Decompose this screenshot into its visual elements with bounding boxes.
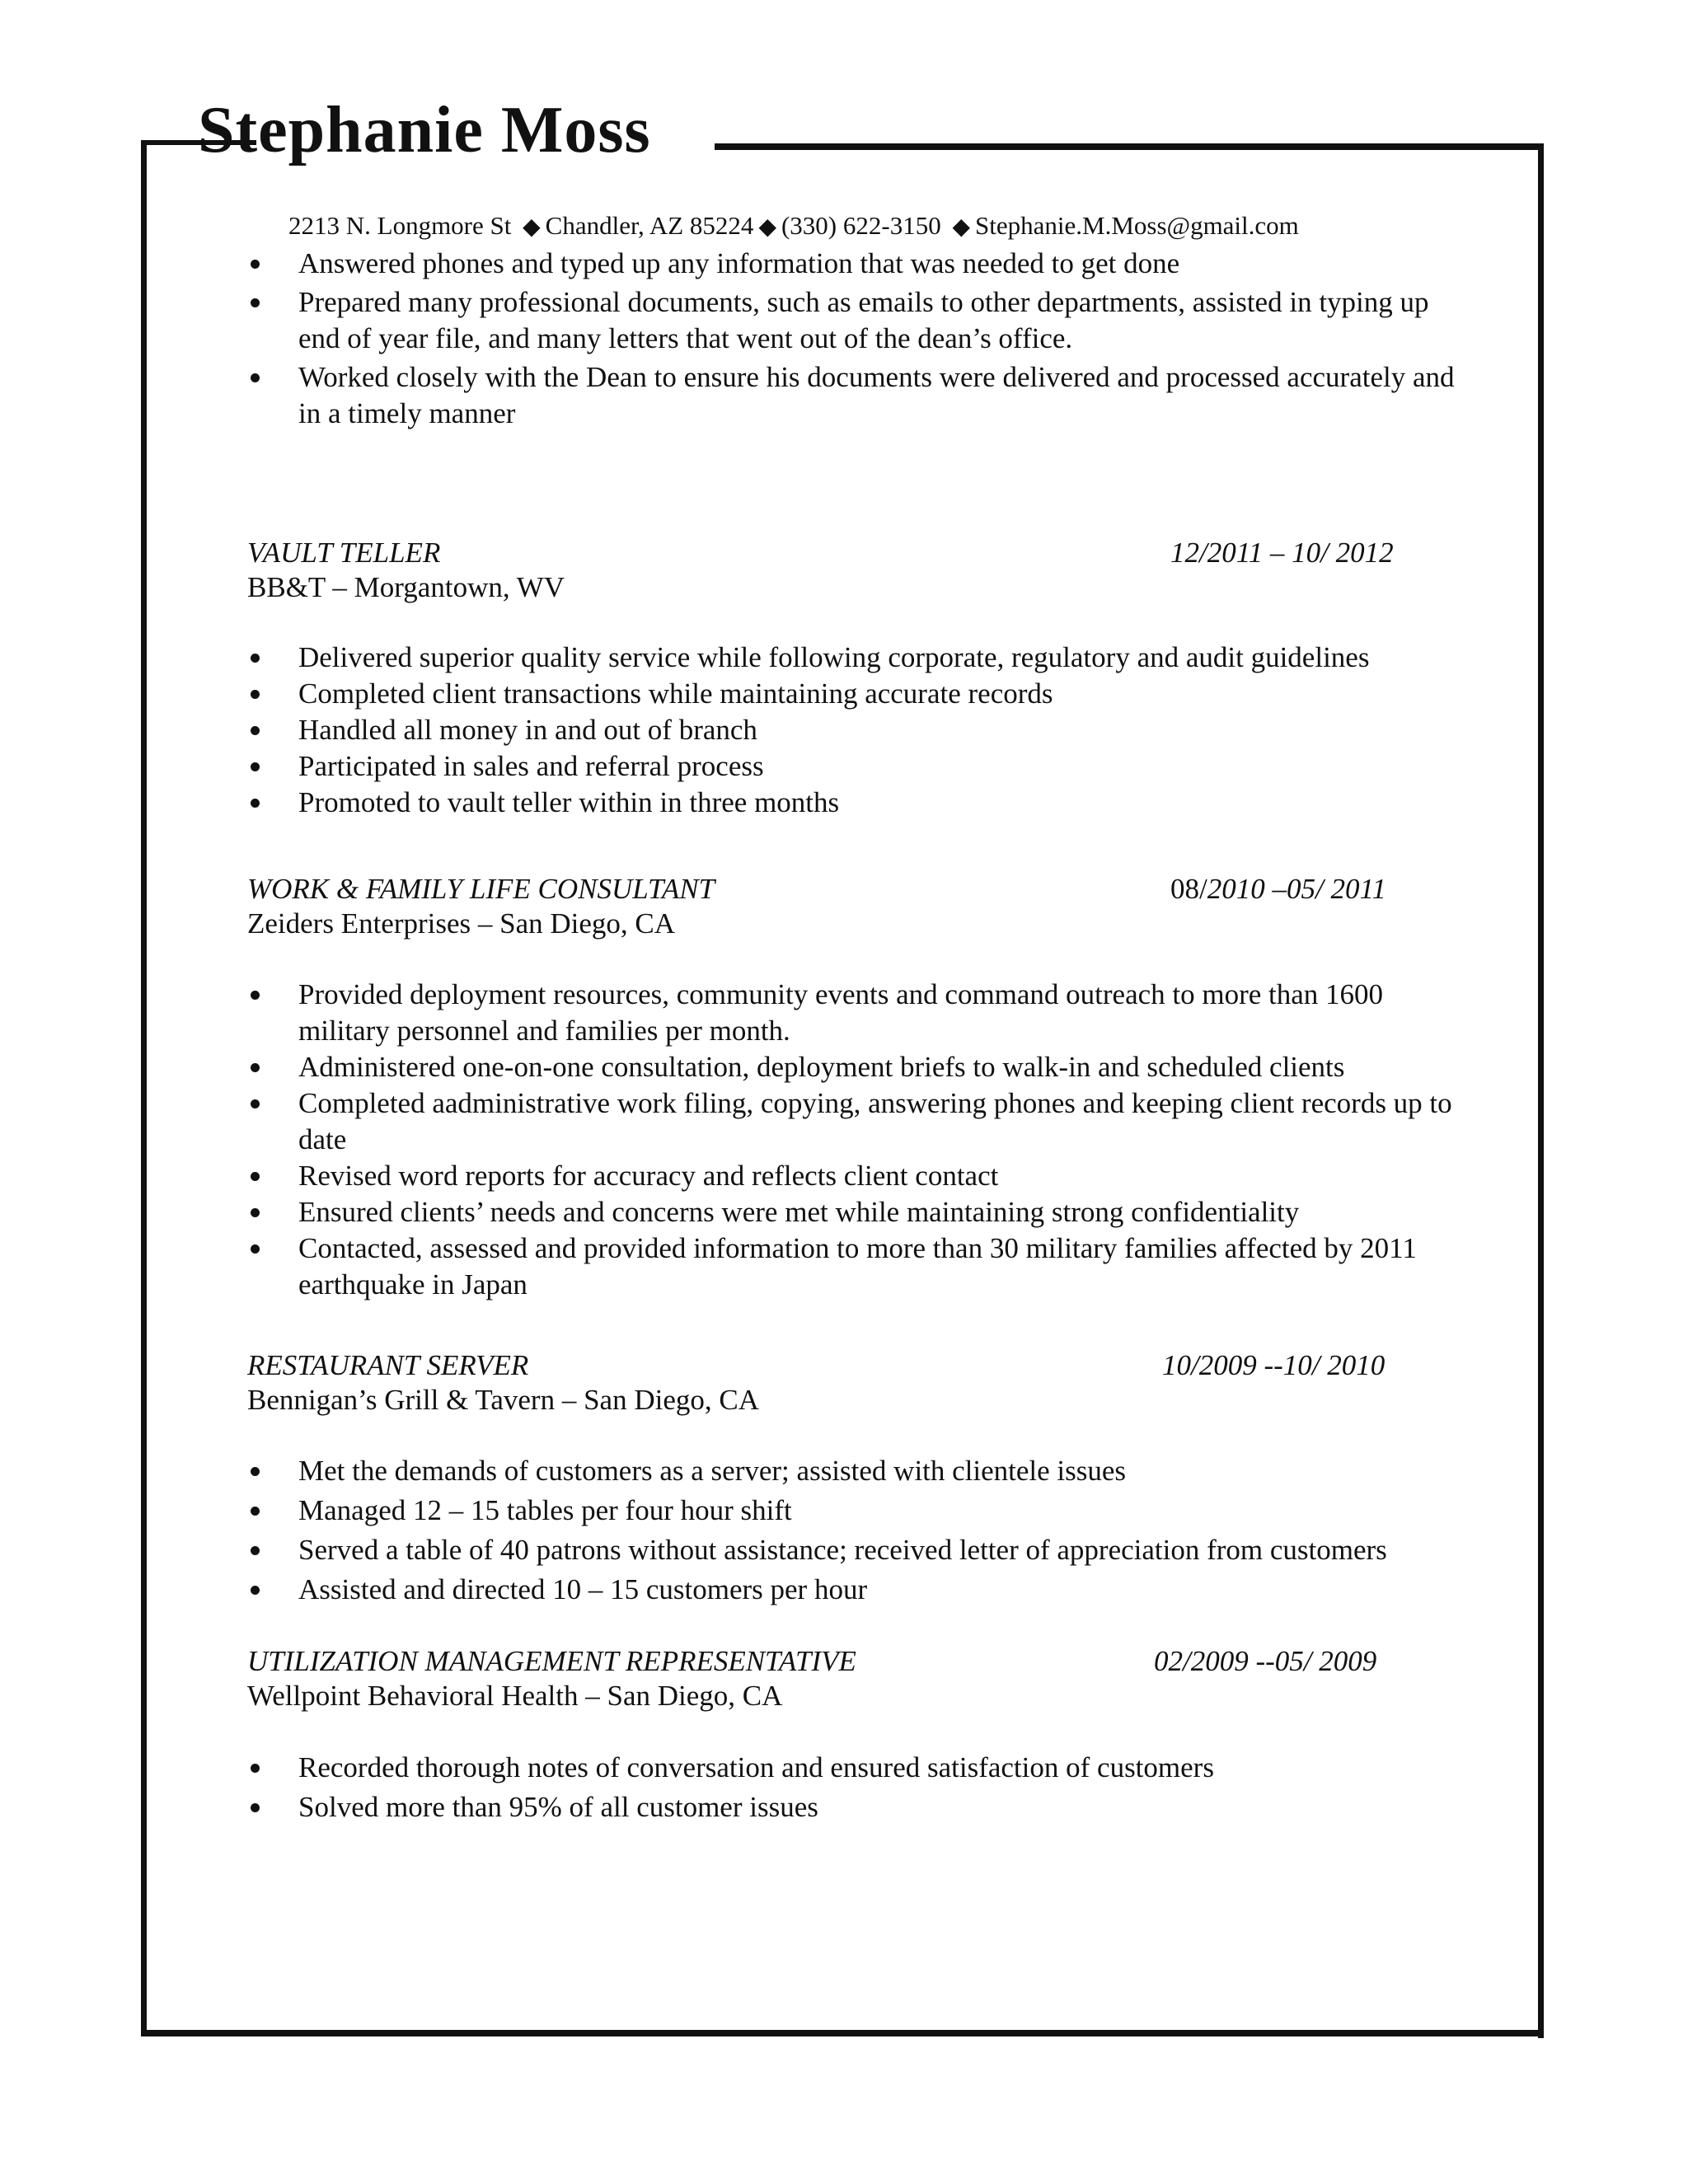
list-item: Completed client transactions while maintaining accurate records: [249, 676, 1461, 712]
frame-border-top-right: [715, 143, 1544, 150]
job-bullet-list: [249, 977, 1461, 1303]
list-item: Revised word reports for accuracy and reflects client contact: [249, 1158, 1461, 1194]
contact-line: [288, 211, 1299, 241]
job-dates-text: 2010 –05/ 2011: [1207, 873, 1386, 905]
job-dates: [1154, 1645, 1376, 1678]
list-item: Prepared many professional documents, such as emails to other departments, assisted in typing up end of year file, and many letters that went out of the dean’s office.: [249, 284, 1461, 357]
job-dates: [1170, 873, 1386, 906]
job-dates-prefix: 08/: [1170, 873, 1207, 905]
list-item: Served a table of 40 patrons without assistance; received letter of appreciation from customers: [249, 1532, 1461, 1568]
job-dates: [1162, 1349, 1385, 1382]
list-item: Worked closely with the Dean to ensure his documents were delivered and processed accurately and in a timely manner: [249, 359, 1461, 432]
intro-bullet-list: [249, 246, 1461, 432]
contact-city: Chandler, AZ 85224: [545, 211, 754, 240]
job-dates-text: 10/2009 --10/ 2010: [1162, 1349, 1386, 1381]
frame-border-left: [141, 140, 147, 2036]
job-title: VAULT TELLER: [247, 537, 441, 569]
list-item: Contacted, assessed and provided information to more than 30 military families affected by 2011 earthquake in Japan: [249, 1230, 1461, 1303]
list-item: Handled all money in and out of branch: [249, 712, 1461, 748]
job-title: WORK & FAMILY LIFE CONSULTANT: [247, 873, 715, 905]
contact-phone: (330) 622-3150: [781, 211, 941, 240]
list-item: Ensured clients’ needs and concerns were met while maintaining strong confidentiality: [249, 1194, 1461, 1230]
frame-border-right: [1538, 148, 1544, 2038]
job-employer: Bennigan’s Grill & Tavern – San Diego, CA: [247, 1384, 759, 1416]
contact-address: 2213 N. Longmore St: [288, 211, 512, 240]
job-bullet-list: [249, 640, 1461, 821]
separator-diamond-icon: ◆: [758, 214, 776, 240]
job-employer: BB&T – Morgantown, WV: [247, 571, 565, 603]
list-item: Met the demands of customers as a server; assisted with clientele issues: [249, 1453, 1461, 1489]
job-dates-text: 02/2009 --05/ 2009: [1154, 1645, 1377, 1677]
list-item: Delivered superior quality service while following corporate, regulatory and audit guidelines: [249, 640, 1461, 676]
job-title: UTILIZATION MANAGEMENT REPRESENTATIVE: [247, 1645, 856, 1677]
job-bullet-list: [249, 1750, 1461, 1825]
list-item: Solved more than 95% of all customer issues: [249, 1789, 1461, 1825]
job-employer: Zeiders Enterprises – San Diego, CA: [247, 907, 676, 940]
separator-diamond-icon: ◆: [523, 214, 541, 240]
contact-email: Stephanie.M.Moss@gmail.com: [975, 211, 1299, 240]
separator-diamond-icon: ◆: [952, 214, 971, 240]
job-dates-text: 12/2011 – 10/ 2012: [1170, 537, 1394, 569]
list-item: Recorded thorough notes of conversation and ensured satisfaction of customers: [249, 1750, 1461, 1786]
job-employer: Wellpoint Behavioral Health – San Diego, CA: [247, 1680, 783, 1712]
job-dates: [1170, 537, 1394, 569]
list-item: Administered one-on-one consultation, deployment briefs to walk-in and scheduled clients: [249, 1049, 1461, 1085]
job-bullet-list: [249, 1453, 1461, 1608]
list-item: Provided deployment resources, community events and command outreach to more than 1600 military personnel and families per month.: [249, 977, 1461, 1049]
list-item: Assisted and directed 10 – 15 customers per hour: [249, 1572, 1461, 1608]
list-item: Promoted to vault teller within in three months: [249, 785, 1461, 821]
frame-border-bottom: [141, 2030, 1544, 2036]
list-item: Participated in sales and referral process: [249, 748, 1461, 785]
job-title: RESTAURANT SERVER: [247, 1349, 529, 1381]
list-item: Managed 12 – 15 tables per four hour shift: [249, 1493, 1461, 1529]
list-item: Answered phones and typed up any information that was needed to get done: [249, 246, 1461, 282]
resume-name: Stephanie Moss: [198, 94, 651, 166]
list-item: Completed aadministrative work filing, copying, answering phones and keeping client records up to date: [249, 1085, 1461, 1158]
